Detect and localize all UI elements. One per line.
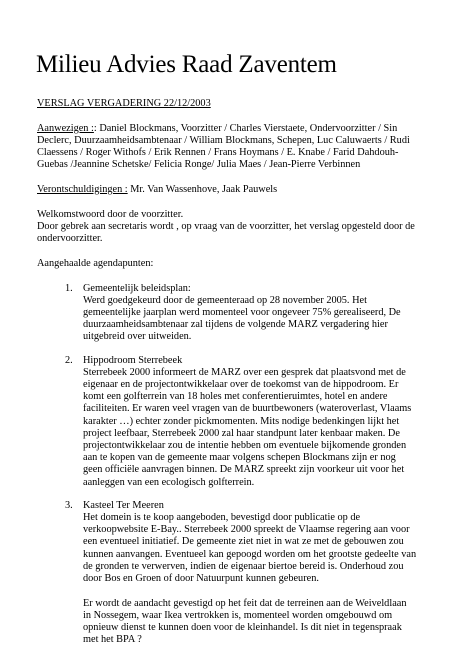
secretary-line: Door gebrek aan secretaris wordt , op vraag van de voorzitter, het verslag opgesteld door de ondervoorzitter.	[37, 220, 415, 245]
agenda-item-title: Kasteel Ter Meeren	[83, 499, 164, 511]
agenda-item-body: Sterrebeek 2000 informeert de MARZ over een gesprek dat plaatsvond met de eigenaar en de projectontwikkelaar over de toekomst van de hippodroom. Er komt een golfterrein van 18 holes met conferentieruimtes, hotel en andere faciliteiten. Er waren veel vragen van de buurtbewoners (wateroverlast, Vlaams karakter …) echter zonder pickmomenten. Mits nodige bedenkingen lijkt het project leefbaar, Sterrebeek 2000 zal haar standpunt later kenbaar maken. De projectontwikkelaar zou de intentie hebben om eventuele bijkomende gronden aan te kopen van de gemeente maar volgens schepen Blockmans zijn er nog geen officiële aanvragen binnen. De MARZ spreekt zijn voorkeur uit voor het aanleggen van een ecologisch golfterrein.	[83, 366, 412, 488]
welcome-line: Welkomstwoord door de voorzitter.	[37, 208, 184, 220]
document-title: Milieu Advies Raad Zaventem	[36, 51, 337, 78]
agenda-item	[37, 283, 417, 344]
agenda-item-title: Hippodroom Sterrebeek	[83, 354, 183, 366]
excused-label: Verontschuldigingen :	[37, 184, 128, 196]
excused-text: Mr. Van Wassenhove, Jaak Pauwels	[127, 184, 278, 196]
agenda-heading: Aangehaalde agendapunten:	[37, 257, 154, 269]
attendees-label: Aanwezigen :	[37, 122, 94, 134]
agenda-list	[37, 283, 417, 647]
agenda-item	[37, 355, 417, 489]
agenda-item-followup: Er wordt de aandacht gevestigd op het feit dat de terreinen aan de Weiveldlaan in Nossegem, waar Ikea vertrokken is, momenteel worden omgebouwd om opnieuw dienst te kunnen doen voor de kleinhandel. Is dit niet in tegenspraak met het BPA ?	[83, 597, 407, 646]
attendees-paragraph	[37, 123, 417, 172]
attendees-text: : Daniel Blockmans, Voorzitter / Charles Vierstaete, Ondervoorzitter / Sin Declerc, Duurzaamheidsambtenaar / William Blockmans, Schepen, Luc Caluwaerts / Rudi Claessens / Roger Withofs / Erik Rennen / Frans Hoymans / E. Knabe / Farid Dahdouh-Guebas /Jeannine Schetske/ Felicia Ronge/ Julia Maes / Jean-Pierre Verbinnen	[37, 122, 410, 171]
agenda-item-number: 1.	[65, 282, 73, 294]
agenda-item	[37, 500, 417, 647]
report-heading: VERSLAG VERGADERING 22/12/2003	[37, 98, 211, 109]
agenda-item-body: Werd goedgekeurd door de gemeenteraad op 28 november 2005. Het gemeentelijke jaarplan werd momenteel voor ongeveer 75% gerealiseerd, De duurzaamheidsambtenaar zal tijdens de volgende MARZ vergadering hier uitgebreid over uitweiden.	[83, 294, 401, 343]
agenda-item-number: 3.	[65, 499, 73, 511]
excused-paragraph	[37, 184, 417, 196]
agenda-item-body: Het domein is te koop aangeboden, bevestigd door publicatie op de verkoopwebsite E-Bay.. Sterrebeek 2000 spreekt de Vlaamse regering aan voor een eventueel initiatief. De gemeente ziet niet in wat ze met de gebouwen zou kunnen aanvangen. Eventueel kan gepoogd worden om het grootste gedeelte van de gronden te verwerven, indien de eigenaar biertoe bereid is. Onderhoud zou door Bos en Groen of door Natuurpunt kunnen gebeuren.	[83, 511, 417, 584]
agenda-item-title: Gemeentelijk beleidsplan:	[83, 282, 191, 294]
agenda-item-number: 2.	[65, 354, 73, 366]
document-body	[37, 98, 417, 647]
